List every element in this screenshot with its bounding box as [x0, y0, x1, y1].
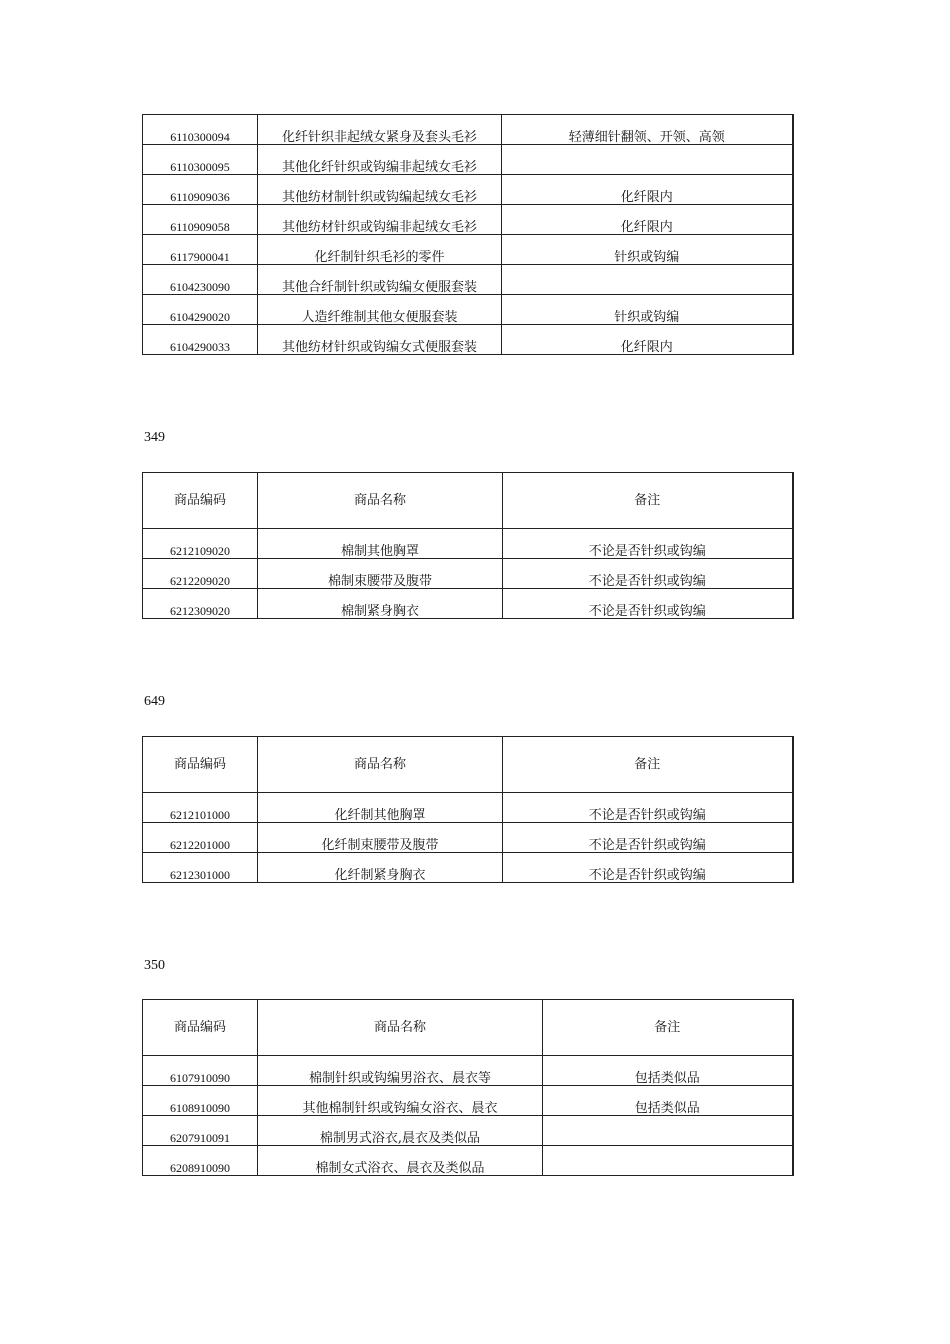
- commodity-code: 6108910090: [143, 1086, 258, 1116]
- table-row: [143, 235, 793, 265]
- commodity-remark: [543, 1116, 793, 1146]
- commodity-code: 6110909036: [143, 175, 258, 205]
- commodity-code: 6212209020: [143, 559, 258, 589]
- table-row: [143, 325, 793, 355]
- commodity-name: 棉制束腰带及腹带: [258, 559, 503, 589]
- header-remark: 备注: [543, 1000, 793, 1056]
- commodity-code: 6110909058: [143, 205, 258, 235]
- commodity-remark: 包括类似品: [543, 1056, 793, 1086]
- table-row: [143, 295, 793, 325]
- commodity-code: 6104290020: [143, 295, 258, 325]
- header-name: 商品名称: [258, 1000, 543, 1056]
- commodity-remark: 化纤限内: [502, 325, 793, 355]
- commodity-code: 6104290033: [143, 325, 258, 355]
- section-label-349: 349: [144, 430, 165, 445]
- commodity-name: 其他合纤制针织或钩编女便服套装: [258, 265, 502, 295]
- commodity-remark: [502, 145, 793, 175]
- commodity-code: 6212301000: [143, 853, 258, 883]
- section-350: [142, 999, 792, 1176]
- commodity-code: 6117900041: [143, 235, 258, 265]
- commodity-code: 6208910090: [143, 1146, 258, 1176]
- table-row: [143, 205, 793, 235]
- commodity-table-649: [142, 736, 794, 883]
- header-name: 商品名称: [258, 473, 503, 529]
- table-row: [143, 589, 793, 619]
- table-row: [143, 1116, 793, 1146]
- commodity-name: 化纤制其他胸罩: [258, 793, 503, 823]
- commodity-table-350: [142, 999, 794, 1176]
- table-row: [143, 1056, 793, 1086]
- commodity-code: 6212101000: [143, 793, 258, 823]
- section-349: [142, 472, 792, 619]
- commodity-name: 棉制其他胸罩: [258, 529, 503, 559]
- table-row: [143, 823, 793, 853]
- commodity-remark: 轻薄细针翻领、开领、高领: [502, 115, 793, 145]
- commodity-name: 棉制针织或钩编男浴衣、晨衣等: [258, 1056, 543, 1086]
- table-header-row: [143, 737, 793, 793]
- section-label-649: 649: [144, 694, 165, 709]
- table-row: [143, 559, 793, 589]
- header-name: 商品名称: [258, 737, 503, 793]
- commodity-name: 化纤制针织毛衫的零件: [258, 235, 502, 265]
- commodity-code: 6104230090: [143, 265, 258, 295]
- header-remark: 备注: [503, 473, 793, 529]
- commodity-remark: 不论是否针织或钩编: [503, 793, 793, 823]
- table-header-row: [143, 473, 793, 529]
- commodity-code: 6212309020: [143, 589, 258, 619]
- commodity-remark: 不论是否针织或钩编: [503, 589, 793, 619]
- commodity-name: 棉制男式浴衣,晨衣及类似品: [258, 1116, 543, 1146]
- table-row: [143, 265, 793, 295]
- commodity-remark: [543, 1146, 793, 1176]
- commodity-name: 棉制女式浴衣、晨衣及类似品: [258, 1146, 543, 1176]
- commodity-remark: 针织或钩编: [502, 295, 793, 325]
- table-row: [143, 1086, 793, 1116]
- commodity-remark: 针织或钩编: [502, 235, 793, 265]
- table-row: [143, 853, 793, 883]
- commodity-name: 人造纤维制其他女便服套装: [258, 295, 502, 325]
- commodity-name: 其他纺材针织或钩编女式便服套装: [258, 325, 502, 355]
- commodity-name: 其他棉制针织或钩编女浴衣、晨衣: [258, 1086, 543, 1116]
- commodity-table-349: [142, 472, 794, 619]
- table-row: [143, 793, 793, 823]
- commodity-name: 化纤针织非起绒女紧身及套头毛衫: [258, 115, 502, 145]
- commodity-code: 6110300094: [143, 115, 258, 145]
- commodity-remark: 不论是否针织或钩编: [503, 559, 793, 589]
- commodity-table-continued: [142, 114, 794, 355]
- commodity-code: 6212201000: [143, 823, 258, 853]
- table-row: [143, 529, 793, 559]
- header-remark: 备注: [503, 737, 793, 793]
- commodity-code: 6207910091: [143, 1116, 258, 1146]
- table-row: [143, 175, 793, 205]
- table-row: [143, 1146, 793, 1176]
- commodity-remark: 不论是否针织或钩编: [503, 853, 793, 883]
- commodity-remark: 包括类似品: [543, 1086, 793, 1116]
- section-649: [142, 736, 792, 883]
- commodity-remark: 化纤限内: [502, 205, 793, 235]
- section-label-350: 350: [144, 958, 165, 973]
- commodity-remark: 化纤限内: [502, 175, 793, 205]
- commodity-code: 6110300095: [143, 145, 258, 175]
- commodity-name: 化纤制紧身胸衣: [258, 853, 503, 883]
- header-code: 商品编码: [143, 737, 258, 793]
- commodity-remark: 不论是否针织或钩编: [503, 529, 793, 559]
- table-continued: [142, 114, 792, 355]
- commodity-name: 化纤制束腰带及腹带: [258, 823, 503, 853]
- commodity-remark: 不论是否针织或钩编: [503, 823, 793, 853]
- header-code: 商品编码: [143, 1000, 258, 1056]
- commodity-name: 其他化纤针织或钩编非起绒女毛衫: [258, 145, 502, 175]
- table-header-row: [143, 1000, 793, 1056]
- commodity-name: 其他纺材针织或钩编非起绒女毛衫: [258, 205, 502, 235]
- commodity-name: 其他纺材制针织或钩编起绒女毛衫: [258, 175, 502, 205]
- commodity-remark: [502, 265, 793, 295]
- commodity-code: 6212109020: [143, 529, 258, 559]
- table-row: [143, 115, 793, 145]
- table-row: [143, 145, 793, 175]
- commodity-name: 棉制紧身胸衣: [258, 589, 503, 619]
- header-code: 商品编码: [143, 473, 258, 529]
- commodity-code: 6107910090: [143, 1056, 258, 1086]
